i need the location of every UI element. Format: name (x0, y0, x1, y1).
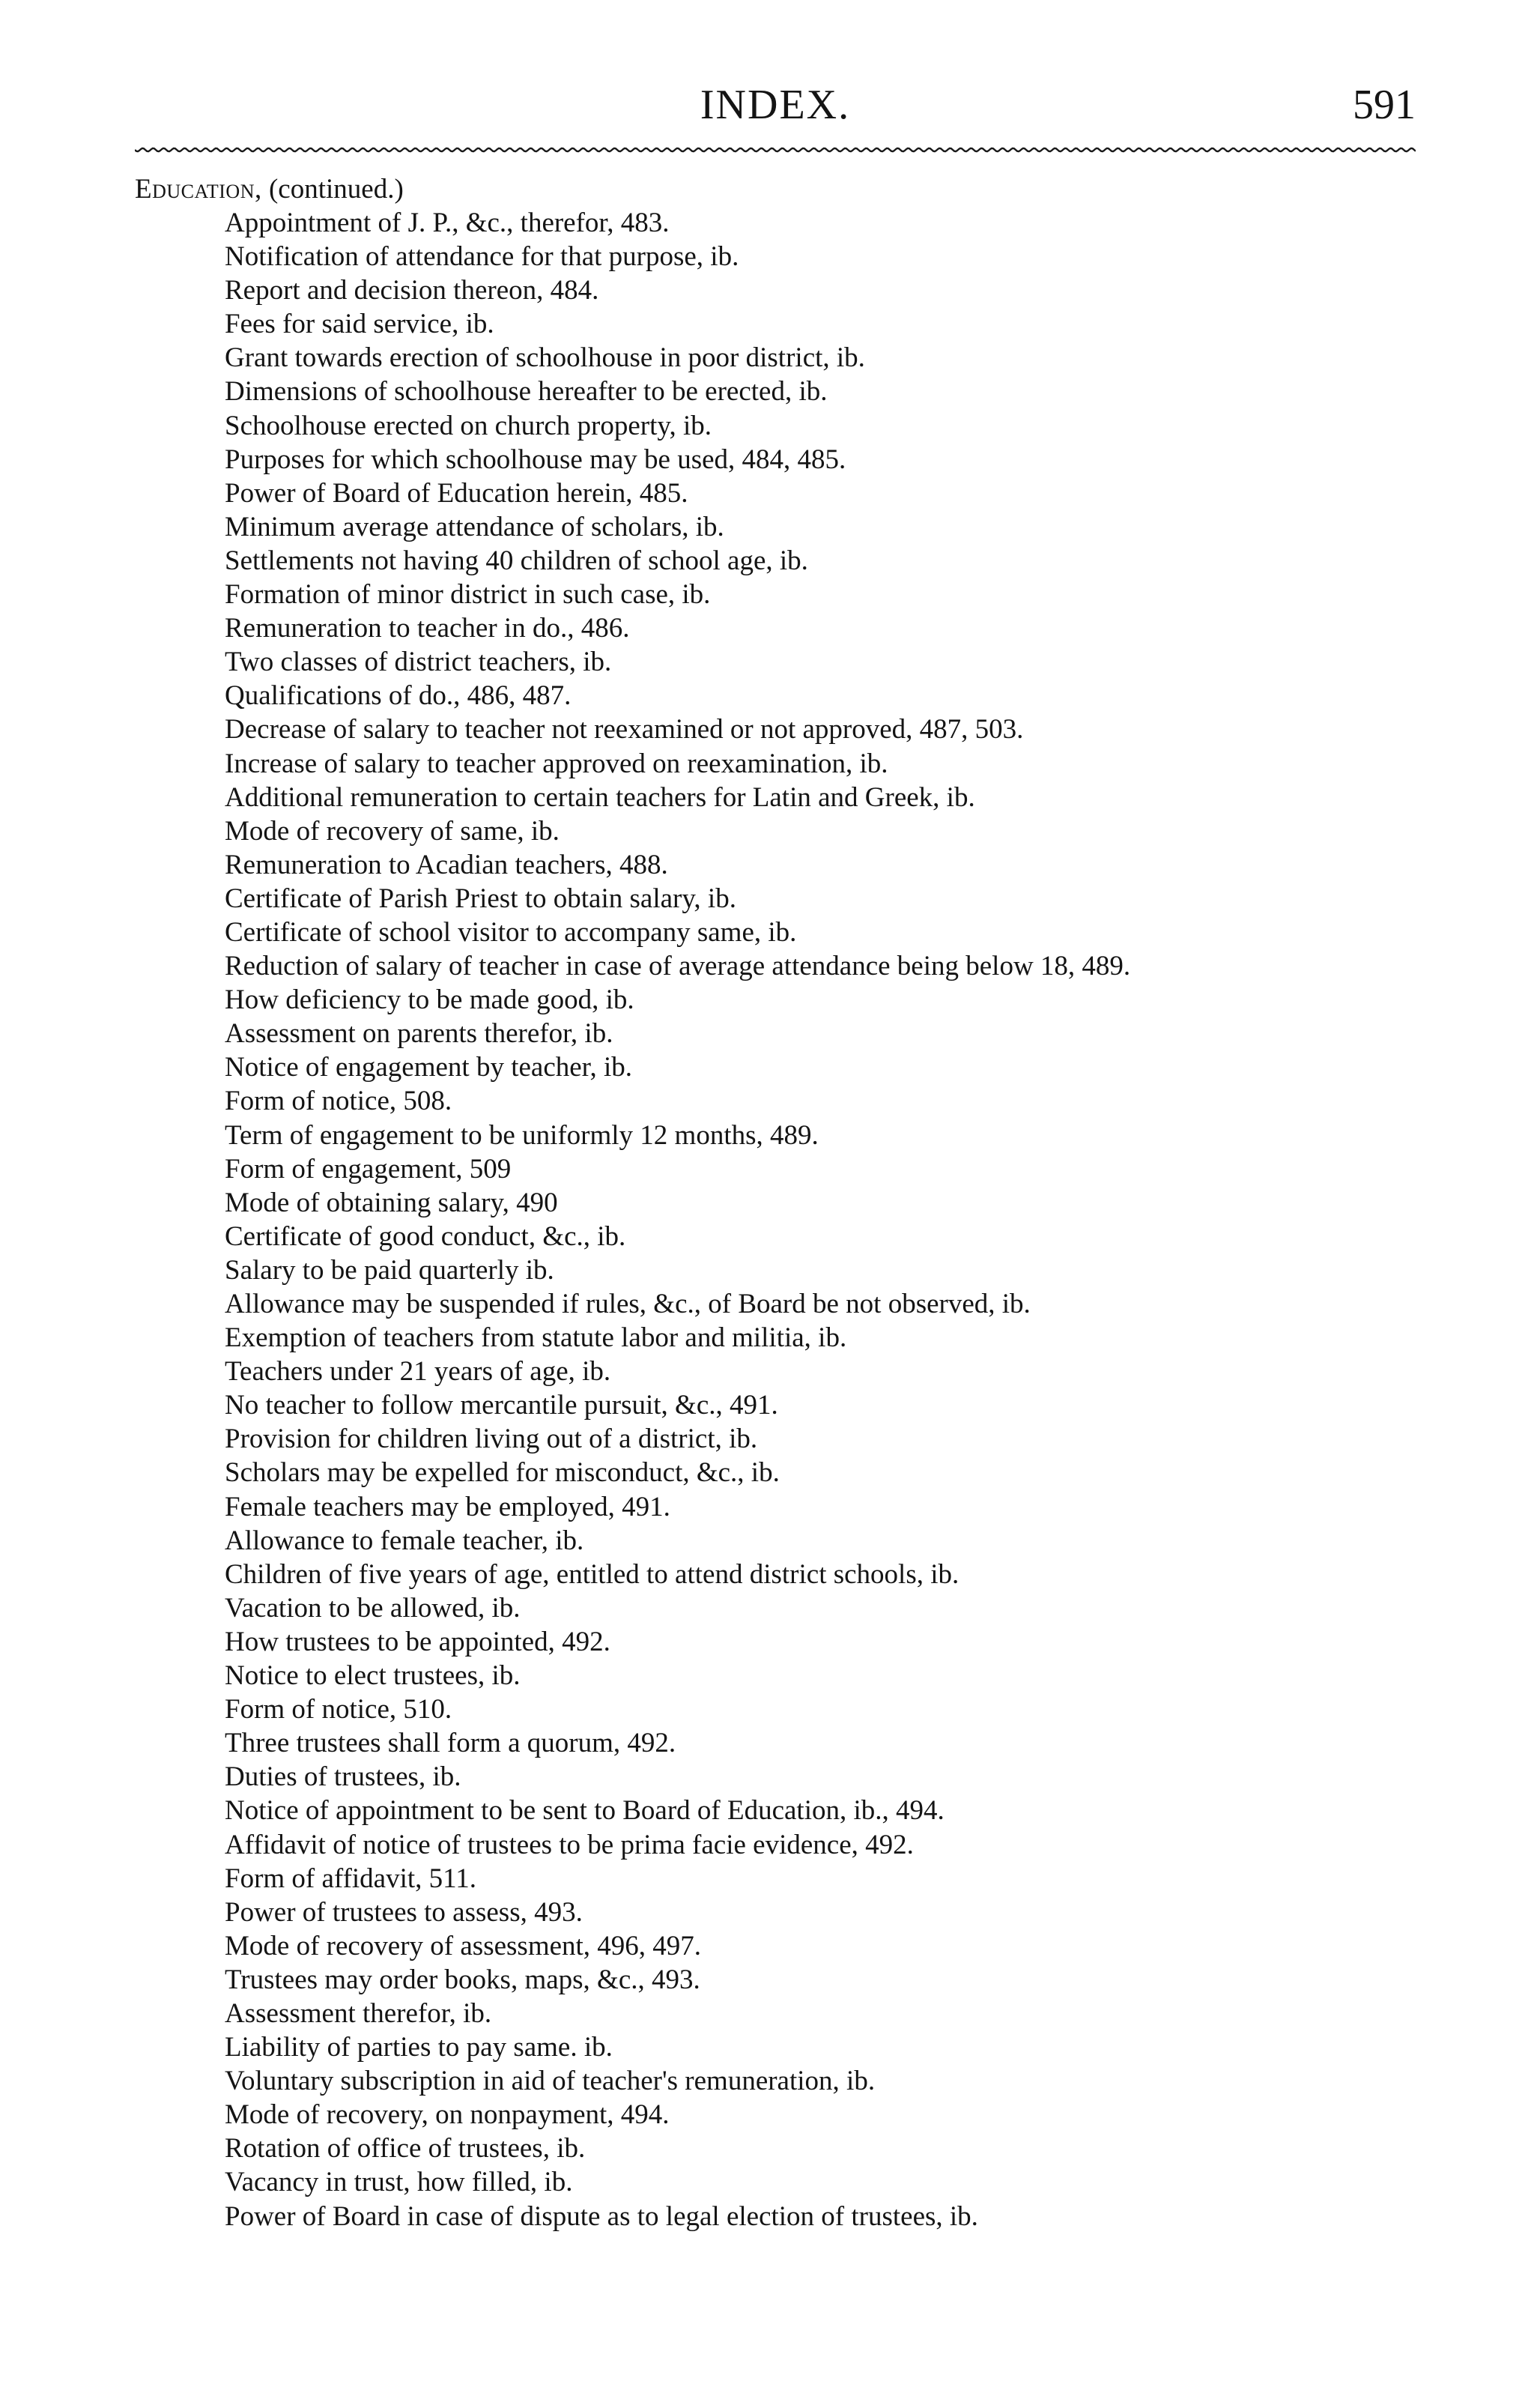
index-entry: Increase of salary to teacher approved on reexamination, ib. (225, 748, 888, 779)
index-entry: Additional remuneration to certain teachers for Latin and Greek, ib. (225, 781, 975, 813)
index-entry: Remuneration to teacher in do., 486. (225, 613, 630, 644)
index-entry: Mode of recovery, on nonpayment, 494. (225, 2099, 670, 2131)
index-entry: Notice to elect trustees, ib. (225, 1660, 521, 1692)
index-entry: Power of Board in case of dispute as to legal election of trustees, ib. (225, 2200, 978, 2232)
index-entry: Trustees may order books, maps, &c., 493. (225, 1964, 700, 1995)
index-entry: Scholars may be expelled for misconduct, &c., ib. (225, 1457, 780, 1489)
index-entry: Notification of attendance for that purpose, ib. (225, 241, 739, 273)
index-entry: Minimum average attendance of scholars, ib. (225, 511, 724, 542)
index-entry: Mode of recovery of assessment, 496, 497. (225, 1930, 702, 1961)
index-entry: Form of engagement, 509 (225, 1153, 512, 1185)
index-entry: Two classes of district teachers, ib. (225, 647, 612, 678)
index-entry: Fees for said service, ib. (225, 309, 494, 340)
index-entry: Mode of obtaining salary, 490 (225, 1187, 558, 1218)
index-entry: Formation of minor district in such case, ib. (225, 579, 711, 611)
index-entry: Voluntary subscription in aid of teacher's remuneration, ib. (225, 2066, 876, 2097)
index-entry: Assessment on parents therefor, ib. (225, 1018, 613, 1050)
index-entry: Assessment therefor, ib. (225, 1997, 492, 2029)
index-entry: Female teachers may be employed, 491. (225, 1491, 670, 1522)
index-entry: Form of affidavit, 511. (225, 1863, 477, 1894)
index-entry: Term of engagement to be uniformly 12 months, 489. (225, 1119, 819, 1151)
index-entry: Certificate of good conduct, &c., ib. (225, 1220, 626, 1252)
index-entry: Certificate of Parish Priest to obtain salary, ib. (225, 883, 736, 914)
index-entry: Qualifications of do., 486, 487. (225, 680, 572, 712)
index-entry: Children of five years of age, entitled to attend district schools, ib. (225, 1558, 960, 1590)
index-entry: Rotation of office of trustees, ib. (225, 2133, 586, 2165)
index-entry: How deficiency to be made good, ib. (225, 984, 634, 1016)
index-entry: Three trustees shall form a quorum, 492. (225, 1728, 676, 1759)
index-entry: Power of Board of Education herein, 485. (225, 477, 688, 509)
index-entry: Certificate of school visitor to accompany same, ib. (225, 916, 797, 948)
index-entry: Provision for children living out of a district, ib. (225, 1424, 758, 1455)
index-entry: Duties of trustees, ib. (225, 1761, 461, 1793)
index-entry: How trustees to be appointed, 492. (225, 1626, 610, 1657)
section-heading-word: Education, (135, 174, 262, 205)
index-entry: Allowance may be suspended if rules, &c., of Board be not observed, ib. (225, 1289, 1031, 1319)
index-entry: Reduction of salary of teacher in case of average attendance being below 18, 489. (225, 951, 1131, 982)
index-entry: Teachers under 21 years of age, ib. (225, 1356, 611, 1388)
index-entry: Exemption of teachers from statute labor and militia, ib. (225, 1322, 847, 1354)
section-continued: (continued.) (261, 174, 404, 205)
index-body (0, 172, 1537, 2233)
index-entry: Dimensions of schoolhouse hereafter to be erected, ib. (225, 376, 828, 408)
index-entry: Schoolhouse erected on church property, ib. (225, 410, 712, 441)
index-entry: Liability of parties to pay same. ib. (225, 2032, 613, 2063)
index-entry: Grant towards erection of schoolhouse in poor district, ib. (225, 342, 865, 374)
index-entry: Decrease of salary to teacher not reexamined or not approved, 487, 503. (225, 714, 1024, 745)
index-entry: Notice of appointment to be sent to Board of Education, ib., 494. (225, 1795, 945, 1827)
index-entry: Appointment of J. P., &c., therefor, 483. (225, 208, 670, 238)
entry-list (0, 206, 1537, 2233)
section-heading (135, 172, 1537, 206)
index-entry: Mode of recovery of same, ib. (225, 815, 560, 847)
index-entry: Affidavit of notice of trustees to be prima facie evidence, 492. (225, 1829, 914, 1860)
index-entry: Form of notice, 508. (225, 1086, 452, 1117)
page-title: INDEX. (700, 82, 851, 128)
index-entry: Remuneration to Acadian teachers, 488. (225, 849, 668, 880)
index-entry: Vacation to be allowed, ib. (225, 1592, 521, 1624)
page-number: 591 (1353, 82, 1416, 128)
index-entry: Form of notice, 510. (225, 1694, 452, 1725)
index-entry: Notice of engagement by teacher, ib. (225, 1052, 633, 1083)
index-entry: Salary to be paid quarterly ib. (225, 1254, 554, 1286)
index-entry: Power of trustees to assess, 493. (225, 1896, 583, 1928)
index-entry: Settlements not having 40 children of school age, ib. (225, 545, 808, 576)
index-entry: Purposes for which schoolhouse may be used, 484, 485. (225, 444, 846, 475)
index-entry: Vacancy in trust, how filled, ib. (225, 2167, 573, 2198)
wavy-rule (135, 147, 1416, 153)
index-entry: Allowance to female teacher, ib. (225, 1525, 584, 1556)
running-head (135, 75, 1416, 135)
index-entry: Report and decision thereon, 484. (225, 275, 599, 306)
index-entry: No teacher to follow mercantile pursuit, &c., 491. (225, 1390, 778, 1421)
